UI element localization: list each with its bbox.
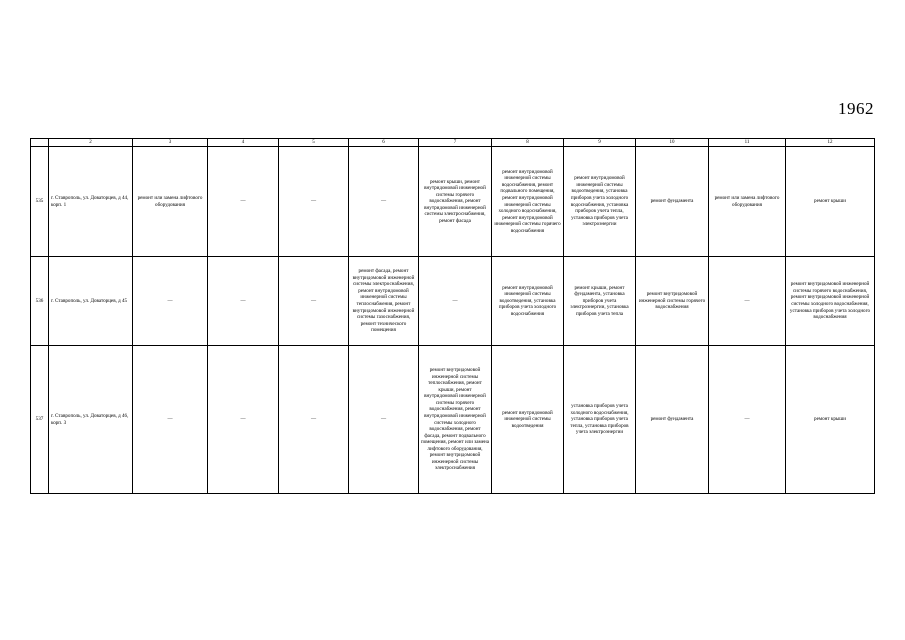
cell-col4: — bbox=[208, 147, 279, 257]
repair-schedule-table bbox=[30, 138, 875, 494]
row-number: 535 bbox=[31, 147, 49, 257]
table-row bbox=[31, 147, 875, 257]
cell-col5: — bbox=[279, 147, 349, 257]
header-cell: 5 bbox=[279, 139, 349, 147]
page-number: 1962 bbox=[838, 99, 874, 118]
header-cell: 9 bbox=[564, 139, 636, 147]
cell-col12: ремонт внутридомовой инженерной системы горячего водоснабжения, ремонт внутридомовой инженерной системы холодного водоснабжения, установка приборов учета холодного водоснабжения bbox=[786, 257, 875, 346]
cell-col7: ремонт крыши, ремонт внутридомовой инженерной системы горячего водоснабжения, ремонт внутридомовой инженерной системы электроснабжения, ремонт фасада bbox=[419, 147, 492, 257]
cell-col10: ремонт фундамента bbox=[636, 346, 709, 494]
header-cell: 10 bbox=[636, 139, 709, 147]
cell-col11: — bbox=[709, 257, 786, 346]
address-cell: г. Ставрополь, ул. Доваторцев, д 45 bbox=[49, 257, 133, 346]
cell-col10: ремонт фундамента bbox=[636, 147, 709, 257]
cell-col6: — bbox=[349, 147, 419, 257]
header-cell: 4 bbox=[208, 139, 279, 147]
cell-col7: — bbox=[419, 257, 492, 346]
cell-col9: установка приборов учета холодного водоснабжения, установка приборов учета тепла, установка приборов учета электроэнергии bbox=[564, 346, 636, 494]
header-cell: 3 bbox=[133, 139, 208, 147]
cell-col6: — bbox=[349, 346, 419, 494]
cell-col12: ремонт крыши bbox=[786, 147, 875, 257]
header-cell: 8 bbox=[492, 139, 564, 147]
row-number: 536 bbox=[31, 257, 49, 346]
table-row bbox=[31, 346, 875, 494]
cell-col9: ремонт внутридомовой инженерной системы водоотведения, установка приборов учета холодного водоснабжения, установка приборов учета тепла, установка приборов учета электроэнергии bbox=[564, 147, 636, 257]
address-cell: г. Ставрополь, ул. Доваторцев, д 44, корп. 1 bbox=[49, 147, 133, 257]
cell-col4: — bbox=[208, 257, 279, 346]
cell-col10: ремонт внутридомовой инженерной системы горячего водоснабжения bbox=[636, 257, 709, 346]
cell-col8: ремонт внутридомовой инженерной системы водоснабжения, ремонт подвального помещения, ремонт внутридомовой инженерной системы холодного водоснабжения, ремонт внутридомовой инженерной системы горячего водоснабжения bbox=[492, 147, 564, 257]
cell-col12: ремонт крыши bbox=[786, 346, 875, 494]
cell-col6: ремонт фасада, ремонт внутридомовой инженерной системы электроснабжения, ремонт внутридомовой инженерной системы теплоснабжения, ремонт внутридомовой инженерной системы газоснабжения, ремонт технического помещения bbox=[349, 257, 419, 346]
cell-col9: ремонт крыши, ремонт фундамента, установка приборов учета электроэнергии, установка приборов учета тепла bbox=[564, 257, 636, 346]
cell-col3: — bbox=[133, 257, 208, 346]
header-cell bbox=[31, 139, 49, 147]
header-cell: 7 bbox=[419, 139, 492, 147]
cell-col7: ремонт внутридомовой инженерной системы теплоснабжения, ремонт крыши, ремонт внутридомовой инженерной системы горячего водоснабжения, ремонт внутридомовой инженерной системы холодного водоснабжения, ремонт фасада, ремонт подвального помещения, ремонт или замена лифтового оборудования, ремонт внутридомовой инженерной системы электроснабжения bbox=[419, 346, 492, 494]
cell-col11: — bbox=[709, 346, 786, 494]
cell-col8: ремонт внутридомовой инженерной системы водоотведения, установка приборов учета холодного водоснабжения bbox=[492, 257, 564, 346]
row-number: 537 bbox=[31, 346, 49, 494]
cell-col5: — bbox=[279, 257, 349, 346]
header-cell: 11 bbox=[709, 139, 786, 147]
header-cell: 12 bbox=[786, 139, 875, 147]
cell-col11: ремонт или замена лифтового оборудования bbox=[709, 147, 786, 257]
cell-col4: — bbox=[208, 346, 279, 494]
cell-col8: ремонт внутридомовой инженерной системы водоотведения bbox=[492, 346, 564, 494]
table-row bbox=[31, 257, 875, 346]
cell-col3: — bbox=[133, 346, 208, 494]
header-cell: 2 bbox=[49, 139, 133, 147]
address-cell: г. Ставрополь, ул. Доваторцев, д 46, корп. 3 bbox=[49, 346, 133, 494]
header-cell: 6 bbox=[349, 139, 419, 147]
cell-col3: ремонт или замена лифтового оборудования bbox=[133, 147, 208, 257]
column-number-row bbox=[31, 139, 875, 147]
cell-col5: — bbox=[279, 346, 349, 494]
